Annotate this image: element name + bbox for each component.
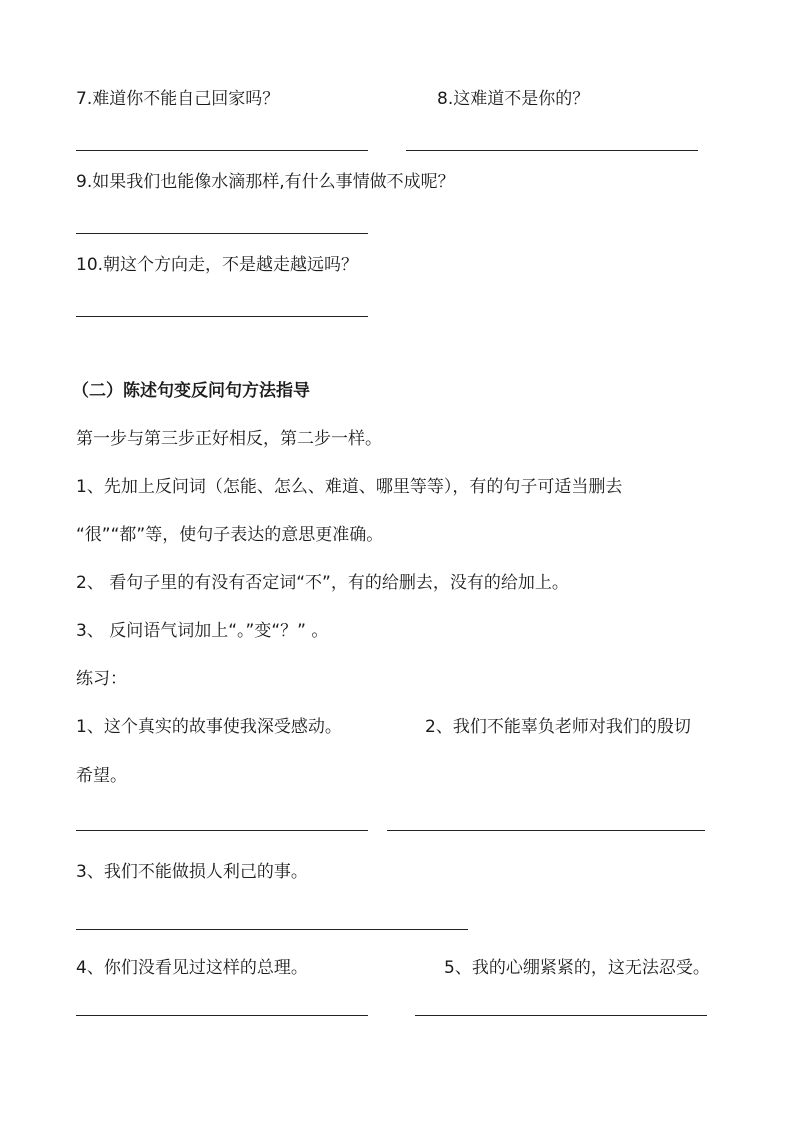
exercise-2: 2、我们不能辜负老师对我们的殷切 — [425, 717, 691, 737]
method-step-2: 2、 看句子里的有没有否定词“不”，有的给删去，没有的给加上。 — [76, 573, 569, 593]
method-step-1: 1、先加上反问词（怎能、怎么、难道、哪里等等），有的句子可适当删去 — [76, 477, 623, 497]
answer-line-q10[interactable] — [76, 316, 368, 317]
answer-line-ex1[interactable] — [76, 830, 368, 831]
answer-line-ex2[interactable] — [387, 830, 705, 831]
practice-label: 练习： — [76, 669, 127, 689]
exercise-3: 3、我们不能做损人利己的事。 — [76, 862, 308, 882]
exercise-2-continued: 希望。 — [76, 766, 127, 786]
answer-line-ex4[interactable] — [76, 1015, 368, 1016]
method-step-1-continued: “很”“都”等，使句子表达的意思更准确。 — [76, 525, 384, 545]
answer-line-q9[interactable] — [76, 233, 368, 234]
section-heading: （二）陈述句变反问句方法指导 — [72, 381, 310, 401]
answer-line-q8[interactable] — [406, 150, 698, 151]
exercise-4: 4、你们没看见过这样的总理。 — [76, 958, 308, 978]
answer-line-ex3[interactable] — [76, 929, 468, 930]
exercise-5: 5、我的心绷紧紧的，这无法忍受。 — [444, 958, 710, 978]
answer-line-q7[interactable] — [76, 150, 368, 151]
question-8: 8.这难道不是你的？ — [437, 89, 590, 109]
question-7: 7.难道你不能自己回家吗？ — [76, 89, 280, 109]
question-9: 9.如果我们也能像水滴那样,有什么事情做不成呢？ — [76, 172, 455, 192]
method-intro: 第一步与第三步正好相反，第二步一样。 — [76, 429, 382, 449]
exercise-1: 1、这个真实的故事使我深受感动。 — [76, 717, 342, 737]
question-10: 10.朝这个方向走，不是越走越远吗？ — [76, 255, 359, 275]
answer-line-ex5[interactable] — [415, 1015, 707, 1016]
method-step-3: 3、 反问语气词加上“。”变“？” 。 — [76, 621, 329, 641]
